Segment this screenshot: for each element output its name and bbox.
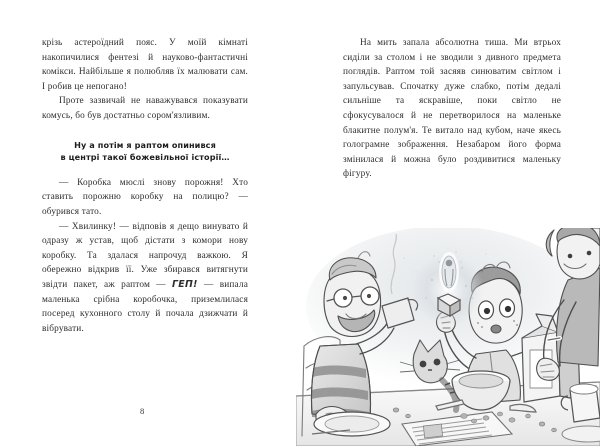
hologram-figure xyxy=(439,252,459,292)
family-breakfast-hologram-illustration xyxy=(296,228,600,446)
page-number: 8 xyxy=(140,406,145,416)
callout-line-1: Ну а потім я раптом опинився xyxy=(74,139,216,150)
illustration-artwork xyxy=(296,228,600,446)
callout-line-2: в центрі такої божевільної історії… xyxy=(60,152,230,163)
paragraph-shy: Проте зазвичай не наважувався показувати комусь, бо був достатньо сором'язливим. xyxy=(42,96,248,121)
onomatopoeia-bang: ГЕП! xyxy=(172,278,198,290)
paragraph-wait-a-minute-tail: — випала маленька срібна коробочка, приземлилася посеред кухонного столу й почала дзижчати й вібрувати. xyxy=(42,279,248,334)
paragraph-asteroid-belt: крізь астероїдний пояс. У моїй кімнаті накопичилися фентезі й науково-фантастичні комікси. Найбільше я полюбляв їх малювати сам. І робив це непогано! xyxy=(42,38,248,92)
paragraph-wait-a-minute xyxy=(42,220,248,337)
callout-highlight xyxy=(42,139,248,164)
left-page-text-column xyxy=(42,36,248,336)
paragraph-silence-hologram: На мить запала абсолютна тиша. Ми втрьох сиділи за столом і не зводили з дивного предмета поглядів. Раптом той засяяв синюватим світлом і запульсував. Спочатку дуже слабко, потім дедалі сильніше та яскравіше, поки світло не сфокусувалося й не перетворилося на маленьке блакитне полум'я. Те витало над кубом, наче якесь голограмне зображення. Незабаром його форма змінилася й можна було роздивитися маленьку фігуру. xyxy=(343,38,561,180)
paragraph-dad-dialogue: — Коробка мюслі знову порожня! Хто ставить порожню коробку на полицю? — обурився тато. xyxy=(42,177,248,217)
right-page-text-column xyxy=(343,36,561,182)
paragraph-wait-a-minute-text: — Хвилинку! — відповів я дещо винувато й одразу ж устав, щоб дістати з комори нову коробку. Та здалася напрочуд важкою. Я обережно відкрив її. Уже збирався витягнути звідти пакет, аж раптом — xyxy=(42,221,248,290)
newspaper-photo xyxy=(423,424,442,438)
